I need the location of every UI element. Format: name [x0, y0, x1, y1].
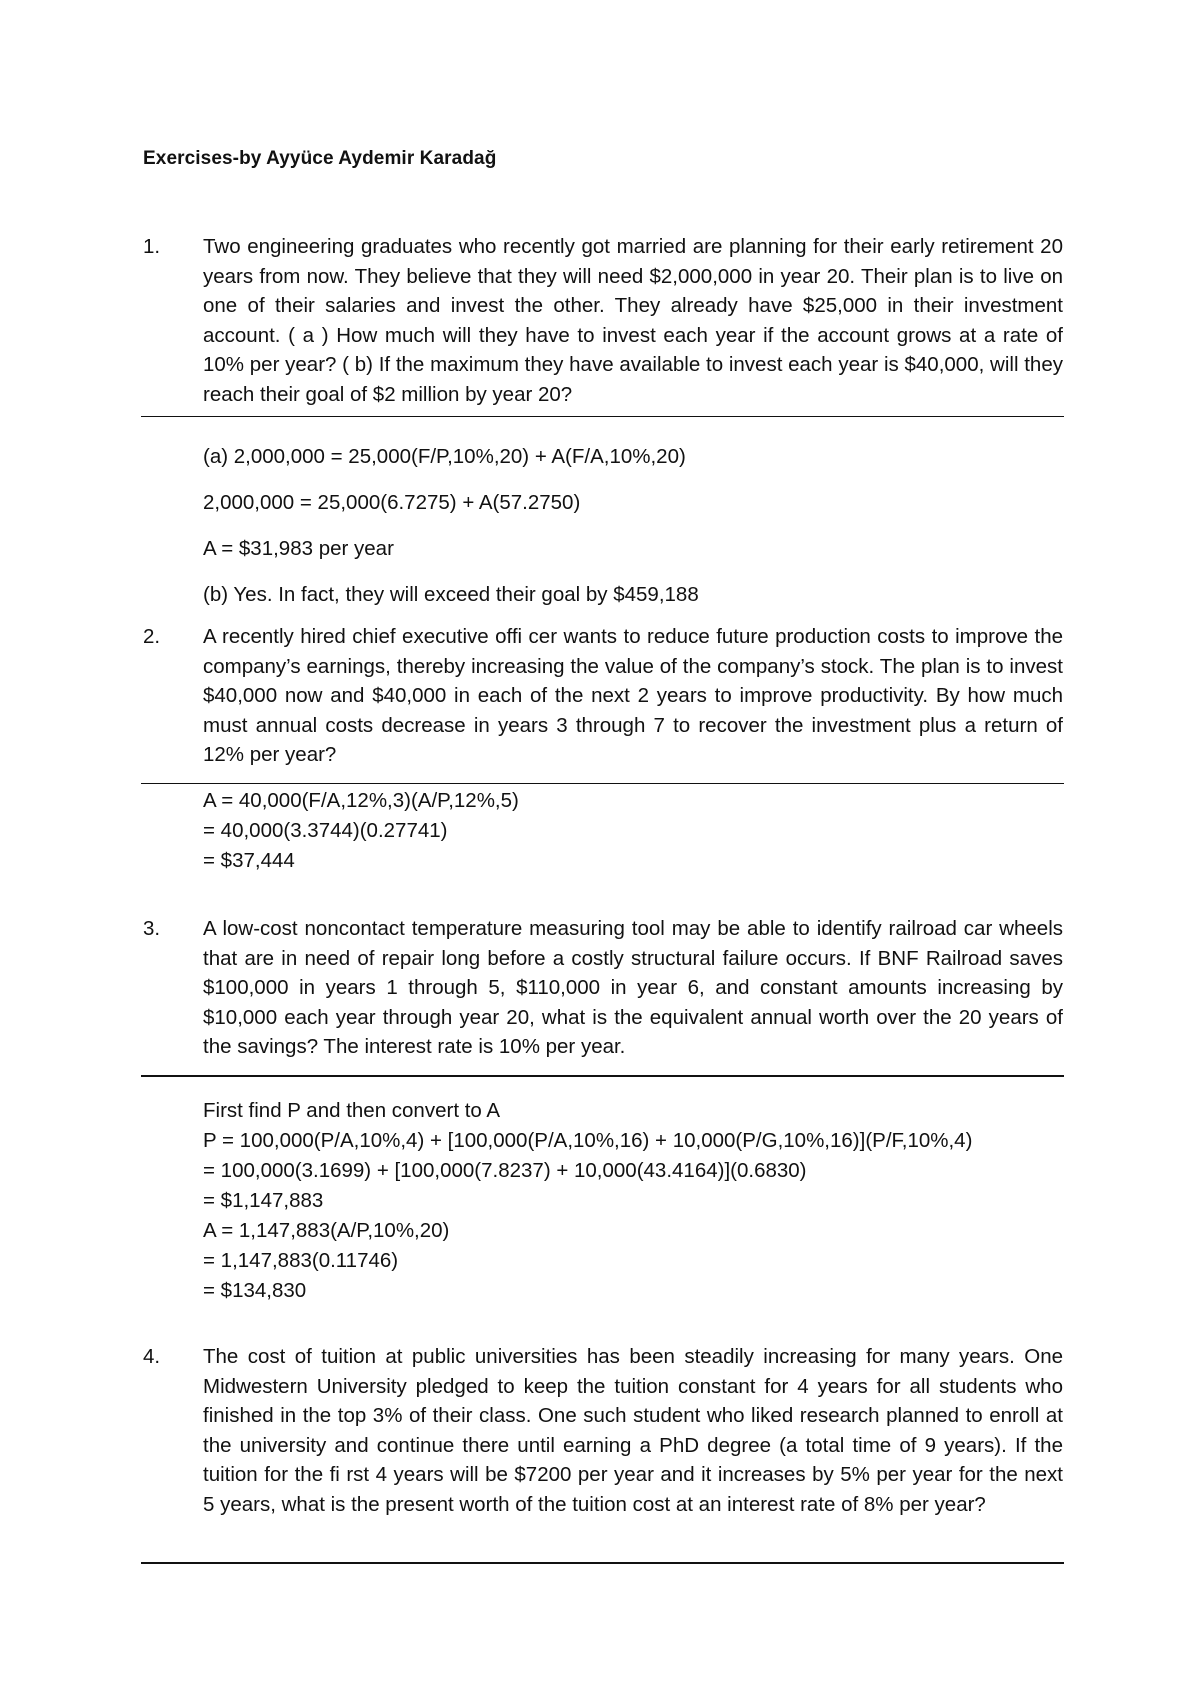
solution-line: = 100,000(3.1699) + [100,000(7.8237) + 10,000(43.4164)](0.6830)	[203, 1159, 807, 1182]
solution-line: (a) 2,000,000 = 25,000(F/P,10%,20) + A(F/A,10%,20)	[203, 445, 686, 468]
solution-line: = $37,444	[203, 849, 295, 872]
solution-line: 2,000,000 = 25,000(6.7275) + A(57.2750)	[203, 491, 581, 514]
solution-line: A = 1,147,883(A/P,10%,20)	[203, 1219, 450, 1242]
solution-line: = $1,147,883	[203, 1189, 324, 1212]
solution-line: P = 100,000(P/A,10%,4) + [100,000(P/A,10%,16) + 10,000(P/G,10%,16)](P/F,10%,4)	[203, 1129, 973, 1152]
solution-3	[203, 1096, 972, 1306]
problem-1	[143, 232, 1063, 410]
solution-line: A = $31,983 per year	[203, 537, 394, 560]
problem-number: 4.	[143, 1345, 161, 1368]
divider	[141, 416, 1064, 417]
page-title: Exercises-by Ayyüce Aydemir Karadağ	[143, 148, 497, 169]
solution-line: First find P and then convert to A	[203, 1099, 501, 1122]
problem-text: The cost of tuition at public universities has been steadily increasing for many years. One Midwestern University pledged to keep the tuition constant for 4 years for all students who finished in the top 3% of their class. One such student who liked research planned to enroll at the university and continue there until earning a PhD degree (a total time of 9 years). If the tuition for the fi rst 4 years will be $7200 per year and it increases by 5% per year for the next 5 years, what is the present worth of the tuition cost at an interest rate of 8% per year?	[203, 1345, 1063, 1516]
solution-line: = 1,147,883(0.11746)	[203, 1249, 399, 1272]
problem-number: 2.	[143, 625, 161, 648]
problem-3	[143, 914, 1063, 1062]
problem-2	[143, 622, 1063, 770]
solution-1	[203, 434, 699, 618]
solution-line: A = 40,000(F/A,12%,3)(A/P,12%,5)	[203, 789, 519, 812]
problem-4	[143, 1342, 1063, 1520]
solution-line: = $134,830	[203, 1279, 307, 1302]
problem-number: 3.	[143, 917, 161, 940]
divider	[141, 1075, 1064, 1077]
solution-line: = 40,000(3.3744)(0.27741)	[203, 819, 448, 842]
divider	[141, 783, 1064, 784]
problem-text: A recently hired chief executive offi cer wants to reduce future production costs to improve the company’s earnings, thereby increasing the value of the company’s stock. The plan is to invest $40,000 now and $40,000 in each of the next 2 years to improve productivity. By how much must annual costs decrease in years 3 through 7 to recover the investment plus a return of 12% per year?	[203, 625, 1063, 767]
problem-text: A low-cost noncontact temperature measuring tool may be able to identify railroad car wheels that are in need of repair long before a costly structural failure occurs. If BNF Railroad saves $100,000 in years 1 through 5, $110,000 in year 6, and constant amounts increasing by $10,000 each year through year 20, what is the equivalent annual worth over the 20 years of the savings? The interest rate is 10% per year.	[203, 917, 1063, 1059]
problem-text: Two engineering graduates who recently got married are planning for their early retirement 20 years from now. They believe that they will need $2,000,000 in year 20. Their plan is to live on one of their salaries and invest the other. They already have $25,000 in their investment account. ( a ) How much will they have to invest each year if the account grows at a rate of 10% per year? ( b) If the maximum they have available to invest each year is $40,000, will they reach their goal of $2 million by year 20?	[203, 235, 1063, 406]
problem-number: 1.	[143, 235, 161, 258]
solution-2	[203, 786, 519, 876]
solution-line: (b) Yes. In fact, they will exceed their goal by $459,188	[203, 583, 699, 606]
divider	[141, 1562, 1064, 1564]
